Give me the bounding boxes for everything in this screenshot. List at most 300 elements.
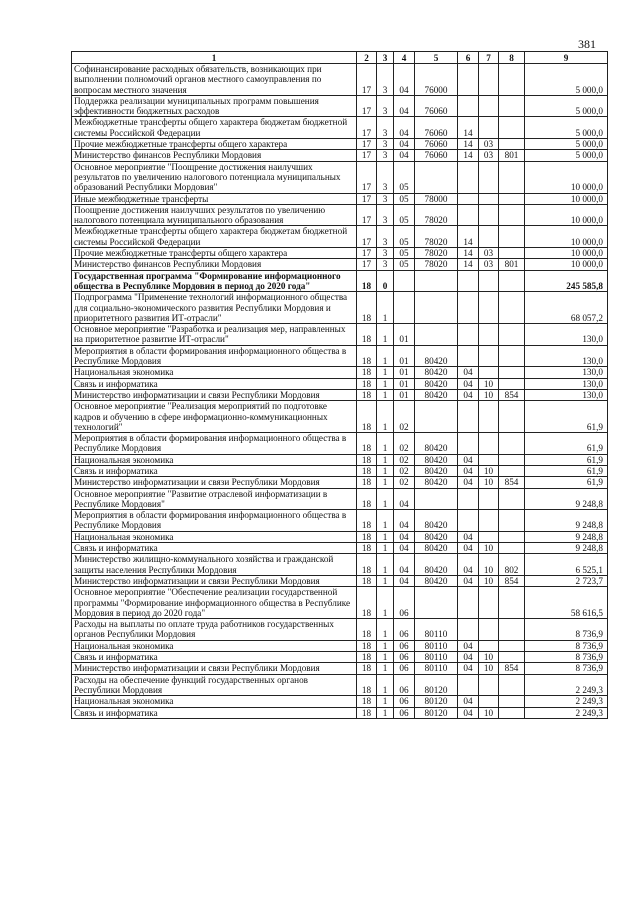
row-code-8: 854	[499, 389, 525, 400]
row-code-3: 1	[377, 378, 394, 389]
table-row	[72, 465, 608, 476]
row-code-3: 3	[377, 64, 394, 96]
row-code-7	[479, 292, 499, 324]
col-header-5: 5	[415, 52, 458, 64]
row-code-3: 1	[377, 619, 394, 641]
col-header-6: 6	[458, 52, 479, 64]
row-code-8	[499, 292, 525, 324]
row-name: Государственная программа "Формирование информационного общества в Республике Мордовия в период до 2020 года"	[72, 270, 357, 292]
row-code-3: 1	[377, 652, 394, 663]
row-code-4: 01	[394, 389, 415, 400]
row-code-3: 0	[377, 270, 394, 292]
row-code-7	[479, 587, 499, 619]
row-code-6: 04	[458, 554, 479, 576]
row-amount: 10 000,0	[525, 259, 608, 270]
row-code-5: 80420	[415, 554, 458, 576]
row-code-2: 18	[357, 389, 377, 400]
row-name: Поддержка реализации муниципальных программ повышения эффективности бюджетных расходов	[72, 95, 357, 117]
row-code-6: 04	[458, 531, 479, 542]
row-code-6	[458, 324, 479, 346]
row-amount: 245 585,8	[525, 270, 608, 292]
table-row	[72, 193, 608, 204]
row-code-6: 04	[458, 465, 479, 476]
row-name: Национальная экономика	[72, 367, 357, 378]
table-row	[72, 510, 608, 532]
row-code-8	[499, 161, 525, 193]
row-code-8	[499, 674, 525, 696]
row-name: Национальная экономика	[72, 531, 357, 542]
row-code-8	[499, 204, 525, 226]
row-code-6: 14	[458, 248, 479, 259]
row-code-4: 06	[394, 674, 415, 696]
row-code-7: 03	[479, 248, 499, 259]
row-code-6	[458, 674, 479, 696]
row-amount: 8 736,9	[525, 640, 608, 651]
row-code-7	[479, 401, 499, 433]
row-code-2: 17	[357, 150, 377, 161]
row-amount: 61,9	[525, 454, 608, 465]
row-amount: 5 000,0	[525, 117, 608, 139]
row-code-4: 04	[394, 150, 415, 161]
table-row	[72, 575, 608, 586]
row-code-8	[499, 587, 525, 619]
row-name: Основное мероприятие "Поощрение достижения наилучших результатов по увеличению налогового потенциала муниципальных образований Республики Мордовия"	[72, 161, 357, 193]
row-code-5: 80420	[415, 345, 458, 367]
row-code-8	[499, 510, 525, 532]
table-row	[72, 531, 608, 542]
table-row	[72, 259, 608, 270]
table-row	[72, 433, 608, 455]
row-code-3: 1	[377, 433, 394, 455]
table-row	[72, 150, 608, 161]
row-code-4	[394, 292, 415, 324]
row-code-4: 06	[394, 587, 415, 619]
row-amount: 8 736,9	[525, 652, 608, 663]
table-row	[72, 663, 608, 674]
row-name: Прочие межбюджетные трансферты общего характера	[72, 139, 357, 150]
row-amount: 58 616,5	[525, 587, 608, 619]
row-code-6: 04	[458, 652, 479, 663]
row-code-6: 04	[458, 707, 479, 718]
row-code-5: 80420	[415, 367, 458, 378]
row-amount: 5 000,0	[525, 64, 608, 96]
row-code-4: 04	[394, 95, 415, 117]
row-code-2: 17	[357, 204, 377, 226]
row-name: Связь и информатика	[72, 543, 357, 554]
row-name: Софинансирование расходных обязательств, возникающих при выполнении полномочий органов местного самоуправления по вопросам местного значения	[72, 64, 357, 96]
row-code-5: 80420	[415, 575, 458, 586]
row-code-2: 17	[357, 259, 377, 270]
row-code-4: 04	[394, 139, 415, 150]
row-code-4: 04	[394, 488, 415, 510]
row-code-5: 78020	[415, 204, 458, 226]
row-code-4: 02	[394, 433, 415, 455]
row-code-6: 04	[458, 378, 479, 389]
row-code-7	[479, 226, 499, 248]
row-code-3: 1	[377, 674, 394, 696]
col-header-8: 8	[499, 52, 525, 64]
table-row	[72, 454, 608, 465]
row-amount: 5 000,0	[525, 95, 608, 117]
row-code-8	[499, 488, 525, 510]
row-amount: 130,0	[525, 378, 608, 389]
row-code-2: 17	[357, 95, 377, 117]
row-code-3: 3	[377, 95, 394, 117]
row-code-7: 10	[479, 465, 499, 476]
row-code-4: 04	[394, 554, 415, 576]
row-code-6: 14	[458, 117, 479, 139]
row-code-2: 18	[357, 345, 377, 367]
row-code-5: 80120	[415, 674, 458, 696]
row-code-7	[479, 433, 499, 455]
row-amount: 130,0	[525, 345, 608, 367]
row-code-6: 14	[458, 259, 479, 270]
table-row	[72, 64, 608, 96]
row-code-4: 04	[394, 510, 415, 532]
table-row	[72, 543, 608, 554]
row-code-8	[499, 454, 525, 465]
table-row	[72, 139, 608, 150]
row-amount: 61,9	[525, 433, 608, 455]
row-code-6: 04	[458, 640, 479, 651]
row-code-4: 01	[394, 378, 415, 389]
row-amount: 10 000,0	[525, 204, 608, 226]
row-code-3: 1	[377, 477, 394, 488]
budget-table	[71, 51, 608, 719]
row-code-6: 04	[458, 367, 479, 378]
row-code-3: 1	[377, 324, 394, 346]
table-row	[72, 161, 608, 193]
table-row	[72, 248, 608, 259]
row-name: Основное мероприятие "Разработка и реализация мер, направленных на приоритетное развитие ИТ-отрасли"	[72, 324, 357, 346]
row-code-7	[479, 117, 499, 139]
row-code-8	[499, 248, 525, 259]
row-amount: 5 000,0	[525, 150, 608, 161]
row-code-5	[415, 587, 458, 619]
row-code-2: 17	[357, 226, 377, 248]
row-code-5: 76000	[415, 64, 458, 96]
row-amount: 61,9	[525, 477, 608, 488]
row-code-5: 80420	[415, 477, 458, 488]
row-code-6: 04	[458, 575, 479, 586]
row-name: Министерство информатизации и связи Республики Мордовия	[72, 389, 357, 400]
row-code-7	[479, 531, 499, 542]
row-code-3: 1	[377, 554, 394, 576]
table-row	[72, 204, 608, 226]
row-amount: 130,0	[525, 389, 608, 400]
table-row	[72, 367, 608, 378]
row-amount: 10 000,0	[525, 226, 608, 248]
row-code-5: 80420	[415, 543, 458, 554]
row-code-2: 17	[357, 161, 377, 193]
col-header-2: 2	[357, 52, 377, 64]
table-row	[72, 389, 608, 400]
table-row	[72, 292, 608, 324]
table-row	[72, 707, 608, 718]
row-code-5	[415, 161, 458, 193]
row-amount: 2 249,3	[525, 707, 608, 718]
row-code-5: 80420	[415, 378, 458, 389]
row-code-2: 17	[357, 117, 377, 139]
row-code-2: 18	[357, 292, 377, 324]
row-code-6	[458, 292, 479, 324]
row-code-5: 78020	[415, 259, 458, 270]
row-name: Национальная экономика	[72, 454, 357, 465]
row-code-2: 18	[357, 367, 377, 378]
row-code-5: 80110	[415, 663, 458, 674]
col-header-9: 9	[525, 52, 608, 64]
row-name: Национальная экономика	[72, 696, 357, 707]
row-code-7	[479, 454, 499, 465]
row-code-8	[499, 465, 525, 476]
row-code-7: 03	[479, 150, 499, 161]
table-row	[72, 324, 608, 346]
row-code-4: 06	[394, 663, 415, 674]
row-amount: 61,9	[525, 401, 608, 433]
row-code-4: 02	[394, 465, 415, 476]
row-code-8: 801	[499, 150, 525, 161]
row-code-2: 18	[357, 652, 377, 663]
row-code-8: 802	[499, 554, 525, 576]
row-code-8: 854	[499, 575, 525, 586]
row-amount: 10 000,0	[525, 161, 608, 193]
row-code-7: 10	[479, 389, 499, 400]
row-code-4	[394, 270, 415, 292]
row-code-2: 18	[357, 465, 377, 476]
table-row	[72, 587, 608, 619]
row-code-8: 854	[499, 477, 525, 488]
row-code-3: 1	[377, 587, 394, 619]
row-code-8	[499, 95, 525, 117]
row-code-2: 18	[357, 640, 377, 651]
row-code-3: 3	[377, 161, 394, 193]
col-header-4: 4	[394, 52, 415, 64]
row-code-5	[415, 324, 458, 346]
row-code-5	[415, 401, 458, 433]
row-amount: 6 525,1	[525, 554, 608, 576]
row-code-8	[499, 696, 525, 707]
table-row	[72, 226, 608, 248]
row-code-5: 80120	[415, 707, 458, 718]
table-row	[72, 696, 608, 707]
row-code-4: 06	[394, 640, 415, 651]
row-code-6: 14	[458, 226, 479, 248]
row-amount: 61,9	[525, 465, 608, 476]
row-code-8	[499, 345, 525, 367]
row-code-2: 18	[357, 619, 377, 641]
row-code-7: 10	[479, 554, 499, 576]
row-code-7	[479, 324, 499, 346]
row-code-4: 06	[394, 619, 415, 641]
row-code-2: 18	[357, 575, 377, 586]
row-code-8	[499, 378, 525, 389]
row-amount: 2 723,7	[525, 575, 608, 586]
row-amount: 9 248,8	[525, 543, 608, 554]
row-code-8	[499, 433, 525, 455]
row-code-6: 04	[458, 389, 479, 400]
row-code-2: 18	[357, 477, 377, 488]
row-code-6	[458, 64, 479, 96]
row-code-4: 04	[394, 64, 415, 96]
row-amount: 9 248,8	[525, 488, 608, 510]
row-code-7	[479, 674, 499, 696]
row-code-4: 01	[394, 345, 415, 367]
row-code-5: 80110	[415, 640, 458, 651]
row-code-2: 17	[357, 193, 377, 204]
row-code-4: 02	[394, 401, 415, 433]
row-code-8	[499, 401, 525, 433]
row-code-2: 18	[357, 488, 377, 510]
row-code-4: 05	[394, 248, 415, 259]
row-amount: 8 736,9	[525, 619, 608, 641]
row-code-3: 3	[377, 226, 394, 248]
table-row	[72, 640, 608, 651]
row-code-7: 10	[479, 707, 499, 718]
row-code-8	[499, 652, 525, 663]
row-code-7	[479, 696, 499, 707]
row-code-3: 1	[377, 531, 394, 542]
row-code-3: 1	[377, 389, 394, 400]
row-code-5: 76060	[415, 117, 458, 139]
row-code-4: 04	[394, 531, 415, 542]
row-code-4: 04	[394, 575, 415, 586]
row-code-5: 76060	[415, 150, 458, 161]
row-code-6	[458, 488, 479, 510]
row-code-5: 80120	[415, 696, 458, 707]
row-amount: 68 057,2	[525, 292, 608, 324]
row-name: Основное мероприятие "Реализация мероприятий по подготовке кадров и обучению в сфере информационно-коммуникационных технологий"	[72, 401, 357, 433]
row-code-3: 1	[377, 663, 394, 674]
row-code-6	[458, 193, 479, 204]
row-name: Подпрограмма "Применение технологий информационного общества для социально-экономического развития Республики Мордовия и приоритетного развития ИТ-отрасли"	[72, 292, 357, 324]
row-code-4: 01	[394, 324, 415, 346]
row-code-6	[458, 270, 479, 292]
row-amount: 2 249,3	[525, 674, 608, 696]
row-code-5: 76060	[415, 139, 458, 150]
row-code-2: 18	[357, 531, 377, 542]
row-name: Министерство информатизации и связи Республики Мордовия	[72, 663, 357, 674]
row-code-6	[458, 587, 479, 619]
row-code-5: 80420	[415, 454, 458, 465]
row-amount: 130,0	[525, 324, 608, 346]
row-code-6: 14	[458, 150, 479, 161]
row-code-6	[458, 510, 479, 532]
row-code-5	[415, 270, 458, 292]
row-code-3: 1	[377, 707, 394, 718]
row-code-3: 1	[377, 488, 394, 510]
row-code-5: 80420	[415, 389, 458, 400]
row-code-5	[415, 292, 458, 324]
row-code-8	[499, 139, 525, 150]
row-name: Прочие межбюджетные трансферты общего характера	[72, 248, 357, 259]
row-code-5: 80420	[415, 531, 458, 542]
row-code-7: 10	[479, 575, 499, 586]
row-code-7	[479, 270, 499, 292]
row-code-4: 06	[394, 652, 415, 663]
row-name: Министерство информатизации и связи Республики Мордовия	[72, 575, 357, 586]
row-code-5: 78020	[415, 226, 458, 248]
row-code-7	[479, 367, 499, 378]
table-row	[72, 117, 608, 139]
row-code-8	[499, 226, 525, 248]
row-code-5	[415, 488, 458, 510]
row-code-7: 03	[479, 259, 499, 270]
row-code-3: 1	[377, 640, 394, 651]
row-code-2: 18	[357, 587, 377, 619]
row-code-3: 1	[377, 454, 394, 465]
row-name: Основное мероприятие "Развитие отраслевой информатизации в Республике Мордовия"	[72, 488, 357, 510]
row-code-4: 05	[394, 226, 415, 248]
row-code-3: 3	[377, 193, 394, 204]
table-row	[72, 619, 608, 641]
row-code-7	[479, 95, 499, 117]
row-code-8	[499, 117, 525, 139]
col-header-7: 7	[479, 52, 499, 64]
row-code-3: 1	[377, 510, 394, 532]
row-code-3: 1	[377, 696, 394, 707]
row-code-2: 18	[357, 270, 377, 292]
row-name: Связь и информатика	[72, 465, 357, 476]
row-code-7: 10	[479, 477, 499, 488]
row-code-6	[458, 619, 479, 641]
row-code-8: 854	[499, 663, 525, 674]
row-name: Связь и информатика	[72, 652, 357, 663]
row-code-4: 02	[394, 454, 415, 465]
header-row	[72, 52, 608, 64]
row-code-5: 80420	[415, 433, 458, 455]
row-code-3: 3	[377, 259, 394, 270]
table-row	[72, 378, 608, 389]
row-code-6: 14	[458, 139, 479, 150]
row-name: Мероприятия в области формирования информационного общества в Республике Мордовия	[72, 345, 357, 367]
row-code-8	[499, 64, 525, 96]
row-name: Расходы на обеспечение функций государственных органов Республики Мордовия	[72, 674, 357, 696]
row-name: Межбюджетные трансферты общего характера бюджетам бюджетной системы Российской Федерации	[72, 117, 357, 139]
row-amount: 5 000,0	[525, 139, 608, 150]
row-code-2: 18	[357, 510, 377, 532]
row-name: Министерство жилищно-коммунального хозяйства и гражданской защиты населения Республики Мордовия	[72, 554, 357, 576]
row-code-7	[479, 64, 499, 96]
page-number: 381	[578, 37, 596, 51]
row-code-4: 05	[394, 259, 415, 270]
row-code-3: 3	[377, 248, 394, 259]
row-code-3: 1	[377, 401, 394, 433]
row-name: Основное мероприятие "Обеспечение реализации государственной программы "Формирование информационного общества в Республике Мордовия в период до 2020 года"	[72, 587, 357, 619]
row-code-8: 801	[499, 259, 525, 270]
row-code-2: 18	[357, 543, 377, 554]
row-code-5: 78000	[415, 193, 458, 204]
row-code-4: 04	[394, 117, 415, 139]
row-code-7	[479, 619, 499, 641]
row-code-6: 04	[458, 543, 479, 554]
table-row	[72, 477, 608, 488]
row-code-8	[499, 531, 525, 542]
row-code-7	[479, 510, 499, 532]
row-code-7: 10	[479, 663, 499, 674]
row-code-2: 18	[357, 674, 377, 696]
row-code-6	[458, 204, 479, 226]
row-code-6: 04	[458, 696, 479, 707]
row-code-3: 1	[377, 543, 394, 554]
row-code-8	[499, 707, 525, 718]
row-amount: 8 736,9	[525, 663, 608, 674]
row-name: Поощрение достижения наилучших результатов по увеличению налогового потенциала муниципального образования	[72, 204, 357, 226]
row-name: Иные межбюджетные трансферты	[72, 193, 357, 204]
table-row	[72, 95, 608, 117]
row-code-7: 10	[479, 378, 499, 389]
row-code-7	[479, 640, 499, 651]
row-code-2: 18	[357, 433, 377, 455]
